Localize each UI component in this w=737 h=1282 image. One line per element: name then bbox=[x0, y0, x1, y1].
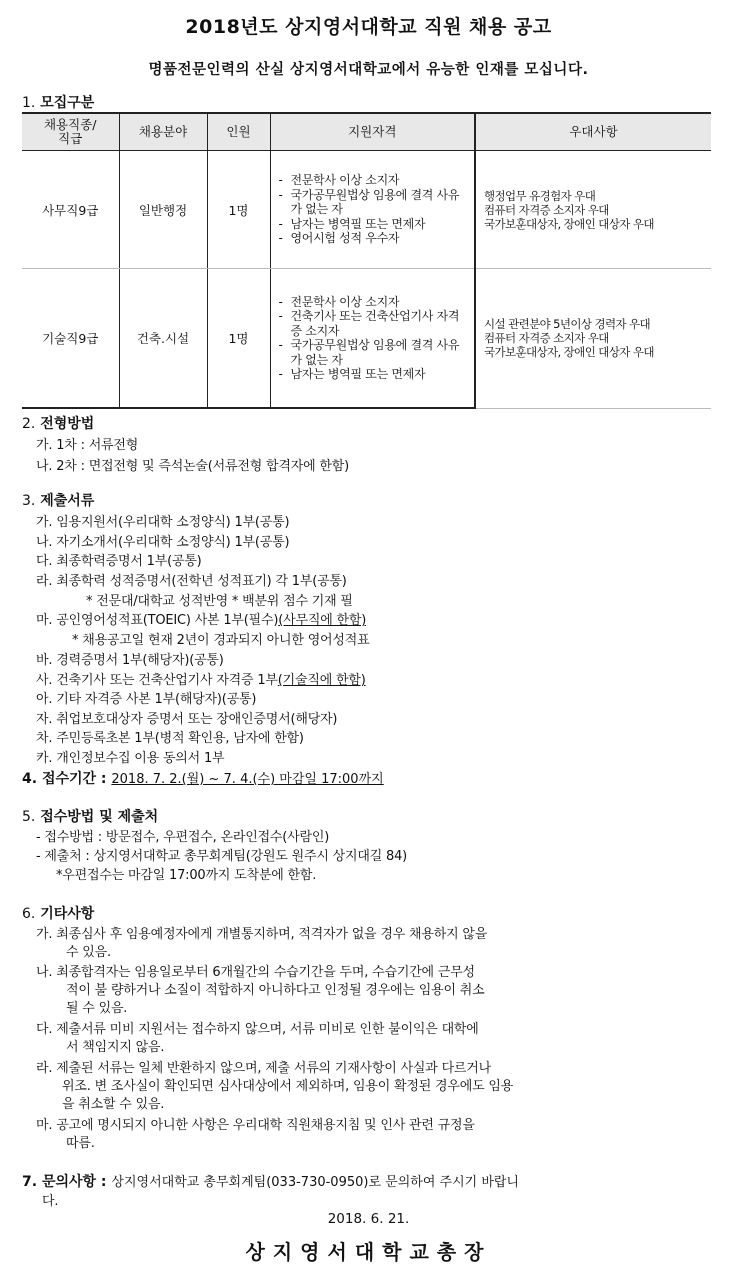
perk-item: 국가보훈대상자, 장애인 대상자 우대 bbox=[484, 216, 654, 231]
cell-field: 건축.시설 bbox=[119, 269, 207, 409]
section-7-number: 7. bbox=[22, 1174, 38, 1190]
section-2-number: 2. bbox=[22, 416, 36, 432]
document-note: * 채용공고일 현재 2년이 경과되지 아니한 영어성적표 bbox=[72, 633, 370, 648]
section-6-title: 기타사항 bbox=[40, 906, 95, 922]
section-2-title: 전형방법 bbox=[40, 416, 95, 432]
inquiry-text: 상지영서대학교 총무회계팀(033-730-0950)로 문의하여 주시기 바랍니 bbox=[111, 1175, 519, 1190]
section-4-number: 4. bbox=[22, 771, 38, 787]
document-item: 차. 주민등록초본 1부(병적 확인용, 남자에 한함) bbox=[36, 731, 304, 746]
col-header-grade-text: 채용직종/ 직급 bbox=[43, 117, 97, 146]
qual-item: - 영어시험 성적 우수자 bbox=[279, 231, 469, 246]
perk-item: 국가보훈대상자, 장애인 대상자 우대 bbox=[484, 345, 654, 360]
qual-item: - 전문학사 이상 소지자 bbox=[279, 295, 469, 310]
document-item bbox=[36, 669, 366, 688]
page-title: 2018년도 상지영서대학교 직원 채용 공고 bbox=[185, 16, 552, 38]
document-item bbox=[36, 609, 366, 628]
page-subtitle: 명품전문인력의 산실 상지영서대학교에서 유능한 인재를 모십니다. bbox=[148, 62, 589, 78]
submission-note: *우편접수는 마감일 17:00까지 도착분에 한함. bbox=[56, 868, 317, 883]
section-5-title: 접수방법 및 제출처 bbox=[40, 809, 159, 825]
section-1-heading bbox=[22, 92, 94, 112]
document-item-text: 사. 건축기사 또는 건축산업기사 자격증 1부 bbox=[36, 673, 278, 688]
perk-item: 행정업무 유경험자 우대 bbox=[484, 188, 596, 203]
cell-grade: 기술직9급 bbox=[22, 269, 119, 409]
misc-item-cont: 위조. 변 조사실이 확인되면 심사대상에서 제외하며, 임용이 확정된 경우에도 임용 bbox=[62, 1079, 514, 1094]
qual-item: - 국가공무원법상 임용에 결격 사유가 없는 자 bbox=[279, 188, 469, 217]
col-header-grade bbox=[22, 113, 119, 151]
section-3-title: 제출서류 bbox=[40, 493, 95, 509]
misc-item-cont: 따름. bbox=[66, 1136, 95, 1151]
misc-item-cont: 수 있음. bbox=[66, 945, 111, 960]
inquiry-text-cont: 다. bbox=[42, 1194, 59, 1209]
section-1-title: 모집구분 bbox=[40, 95, 95, 111]
misc-item-cont: 을 취소할 수 있음. bbox=[62, 1097, 165, 1112]
section-7-heading bbox=[22, 1171, 519, 1191]
table-header-row bbox=[22, 113, 711, 151]
misc-item-cont: 될 수 있음. bbox=[66, 1001, 128, 1016]
document-item: 아. 기타 자격증 사본 1부(해당자)(공통) bbox=[36, 692, 257, 707]
perk-item: 시설 관련분야 5년이상 경력자 우대 bbox=[484, 317, 651, 332]
cell-perks bbox=[475, 269, 711, 409]
section-4-title: 접수기간 : bbox=[41, 771, 107, 787]
cell-count: 1명 bbox=[207, 269, 270, 409]
qual-item: - 남자는 병역필 또는 면제자 bbox=[279, 367, 469, 382]
cell-field: 일반행정 bbox=[119, 151, 207, 269]
section-1-number: 1. bbox=[22, 95, 36, 111]
section-4-heading bbox=[22, 768, 384, 788]
section-3-number: 3. bbox=[22, 493, 36, 509]
col-header-quals: 지원자격 bbox=[270, 113, 475, 151]
perk-item: 컴퓨터 자격증 소지자 우대 bbox=[484, 331, 609, 346]
document-item-condition: (사무직에 한함) bbox=[278, 613, 367, 628]
document-item-condition: (기술직에 한함) bbox=[277, 673, 366, 688]
section-6-number: 6. bbox=[22, 906, 36, 922]
cell-quals bbox=[270, 151, 475, 269]
document-item: 자. 취업보호대상자 증명서 또는 장애인증명서(해당자) bbox=[36, 712, 338, 727]
cell-grade: 사무직9급 bbox=[22, 151, 119, 269]
section-2-heading bbox=[22, 413, 94, 433]
document-item: 가. 임용지원서(우리대학 소정양식) 1부(공통) bbox=[36, 515, 290, 530]
submission-item: - 접수방법 : 방문접수, 우편접수, 온라인접수(사람인) bbox=[36, 830, 330, 845]
application-period: 2018. 7. 2.(월) ~ 7. 4.(수) 마감일 17:00까지 bbox=[111, 772, 384, 787]
table-row bbox=[22, 269, 711, 409]
section-3-heading bbox=[22, 490, 94, 510]
screening-item: 나. 2차 : 면접전형 및 즉석논술(서류전형 합격자에 한함) bbox=[36, 459, 349, 474]
submission-item: - 제출처 : 상지영서대학교 총무회계팀(강원도 원주시 상지대길 84) bbox=[36, 849, 408, 864]
document-item: 카. 개인정보수집 이용 동의서 1부 bbox=[36, 751, 225, 766]
document-item-text: 마. 공인영어성적표(TOEIC) 사본 1부(필수) bbox=[36, 613, 279, 628]
misc-item: 다. 제출서류 미비 지원서는 접수하지 않으며, 서류 미비로 인한 불이익은 대학에 bbox=[36, 1022, 479, 1037]
cell-perks bbox=[475, 151, 711, 269]
col-header-count: 인원 bbox=[207, 113, 270, 151]
misc-item: 마. 공고에 명시되지 아니한 사항은 우리대학 직원채용지침 및 인사 관련 규정을 bbox=[36, 1118, 475, 1133]
section-6-heading bbox=[22, 903, 94, 923]
section-7-title: 문의사항 : bbox=[41, 1174, 107, 1190]
qual-item: - 남자는 병역필 또는 면제자 bbox=[279, 217, 469, 232]
qual-item: - 국가공무원법상 임용에 결격 사유가 없는 자 bbox=[279, 338, 469, 367]
recruitment-table bbox=[22, 112, 711, 409]
misc-item: 라. 제출된 서류는 일체 반환하지 않으며, 제출 서류의 기재사항이 사실과 다르거나 bbox=[36, 1061, 492, 1076]
misc-item-cont: 적이 불 량하거나 소질이 적합하지 아니하다고 인정될 경우에는 임용이 취소 bbox=[66, 983, 485, 998]
notice-date: 2018. 6. 21. bbox=[327, 1211, 410, 1227]
table-row bbox=[22, 151, 711, 269]
qual-item: - 건축기사 또는 건축산업기사 자격증 소지자 bbox=[279, 309, 469, 338]
document-item: 라. 최종학력 성적증명서(전학년 성적표기) 각 1부(공통) bbox=[36, 574, 347, 589]
col-header-perks: 우대사항 bbox=[475, 113, 711, 151]
section-5-number: 5. bbox=[22, 809, 36, 825]
perk-item: 컴퓨터 자격증 소지자 우대 bbox=[484, 202, 609, 217]
misc-item: 가. 최종심사 후 임용예정자에게 개별통지하며, 적격자가 없을 경우 채용하지 않을 bbox=[36, 927, 488, 942]
issuer-signature: 상지영서대학교총장 bbox=[245, 1240, 492, 1264]
col-header-field: 채용분야 bbox=[119, 113, 207, 151]
cell-quals bbox=[270, 269, 475, 409]
document-item: 나. 자기소개서(우리대학 소정양식) 1부(공통) bbox=[36, 535, 290, 550]
qual-item: - 전문학사 이상 소지자 bbox=[279, 173, 469, 188]
document-item: 바. 경력증명서 1부(해당자)(공통) bbox=[36, 653, 224, 668]
document-item: 다. 최종학력증명서 1부(공통) bbox=[36, 554, 202, 569]
document-note: * 전문대/대학교 성적반영 * 백분위 점수 기재 필 bbox=[86, 594, 353, 609]
misc-item-cont: 서 책임지지 않음. bbox=[66, 1040, 165, 1055]
cell-count: 1명 bbox=[207, 151, 270, 269]
misc-item: 나. 최종합격자는 임용일로부터 6개월간의 수습기간을 두며, 수습기간에 근무성 bbox=[36, 965, 475, 980]
screening-item: 가. 1차 : 서류전형 bbox=[36, 438, 139, 453]
section-5-heading bbox=[22, 806, 158, 826]
